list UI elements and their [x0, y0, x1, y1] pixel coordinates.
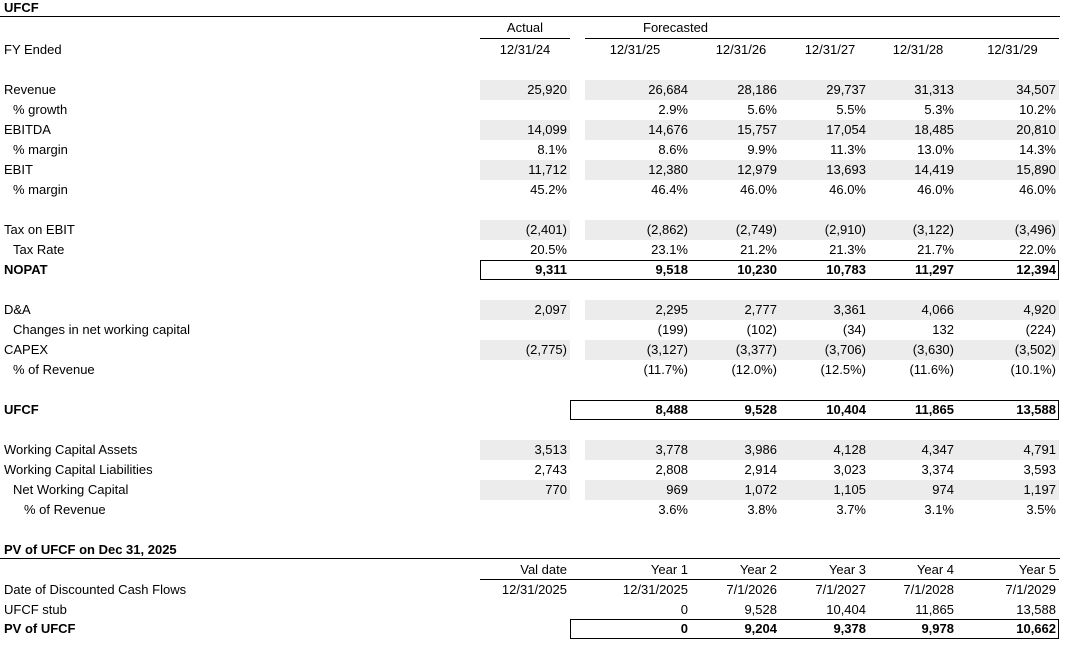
value-cell: 31,313 — [914, 82, 954, 97]
value-cell: (2,749) — [735, 222, 777, 237]
value-cell: 770 — [545, 482, 567, 497]
row-label: Date of Discounted Cash Flows — [4, 582, 187, 597]
year-header: 12/31/27 — [804, 42, 856, 57]
value-cell: (34) — [842, 322, 866, 337]
value-cell: 2,097 — [534, 302, 567, 317]
fy-label: FY Ended — [4, 42, 62, 57]
row-label: CAPEX — [4, 342, 49, 357]
value-cell: 9.9% — [747, 142, 777, 157]
value-cell: 11,712 — [528, 162, 567, 177]
pv-header: Year 5 — [1018, 562, 1056, 577]
value-cell — [480, 619, 570, 639]
row-label: Working Capital Liabilities — [4, 462, 153, 477]
value-cell: 5.5% — [836, 102, 866, 117]
row-label: D&A — [4, 302, 31, 317]
value-cell — [480, 100, 570, 120]
value-cell: 8,488 — [655, 402, 688, 417]
value-cell: 12/31/2025 — [622, 582, 688, 597]
value-cell: 0 — [680, 602, 688, 617]
year-header: 12/31/24 — [499, 42, 551, 57]
value-cell: 8.1% — [537, 142, 567, 157]
value-cell: (224) — [1025, 322, 1056, 337]
pv-dates-row — [0, 580, 1074, 600]
value-cell: 9,518 — [655, 262, 688, 277]
value-cell: 13,588 — [1016, 602, 1056, 617]
row-revenue — [0, 80, 1074, 100]
row-wc-assets — [0, 440, 1074, 460]
year-header: 12/31/25 — [609, 42, 661, 57]
value-cell: 974 — [932, 482, 954, 497]
value-cell: 11,865 — [915, 602, 954, 617]
value-cell: 9,528 — [744, 602, 777, 617]
value-cell: 15,890 — [1016, 162, 1056, 177]
value-cell: 21.2% — [740, 242, 777, 257]
value-cell: 969 — [666, 482, 688, 497]
row-label: % of Revenue — [24, 502, 106, 517]
value-cell: 11,865 — [914, 402, 954, 417]
pv-header: Year 2 — [739, 562, 777, 577]
row-label: Changes in net working capital — [13, 322, 191, 337]
fy-row — [0, 40, 1074, 60]
value-cell: 132 — [932, 322, 954, 337]
value-cell: 3.1% — [924, 502, 954, 517]
value-cell: 29,737 — [826, 82, 866, 97]
value-cell: (12.0%) — [731, 362, 777, 377]
value-cell — [480, 400, 570, 420]
value-cell: 1,105 — [833, 482, 866, 497]
value-cell: 18,485 — [914, 122, 954, 137]
forecast-header — [585, 18, 1059, 38]
value-cell: 10,404 — [826, 402, 866, 417]
value-cell: 11.3% — [830, 142, 866, 157]
pv-header: Year 3 — [828, 562, 866, 577]
value-cell: 9,528 — [744, 402, 777, 417]
value-cell: 10,662 — [1016, 621, 1056, 636]
value-cell: 3,986 — [744, 442, 777, 457]
row-label: NOPAT — [4, 262, 48, 277]
value-cell: 20,810 — [1016, 122, 1056, 137]
row-label: EBITDA — [4, 122, 51, 137]
value-cell: 21.7% — [917, 242, 954, 257]
value-cell: 2,777 — [744, 302, 777, 317]
value-cell: 3,361 — [833, 302, 866, 317]
value-cell: 5.3% — [924, 102, 954, 117]
value-cell: 3.6% — [658, 502, 688, 517]
year-header: 12/31/28 — [892, 42, 944, 57]
value-cell: 1,072 — [744, 482, 777, 497]
row-label: Tax Rate — [13, 242, 65, 257]
value-cell: (2,775) — [525, 342, 567, 357]
value-cell: 3,778 — [655, 442, 688, 457]
value-cell: 7/1/2028 — [903, 582, 954, 597]
pv-total-row — [0, 619, 1074, 639]
value-cell: 4,920 — [1023, 302, 1056, 317]
value-cell — [480, 500, 570, 520]
row-label: Revenue — [4, 82, 57, 97]
value-cell: 4,347 — [921, 442, 954, 457]
value-cell: 3,374 — [921, 462, 954, 477]
value-cell: (2,862) — [646, 222, 688, 237]
value-cell: 11,297 — [914, 262, 954, 277]
value-cell: (12.5%) — [820, 362, 866, 377]
value-cell: 17,054 — [826, 122, 866, 137]
sheet-title: UFCF — [0, 0, 1060, 17]
row-tax-rate — [0, 240, 1074, 260]
value-cell: (11.6%) — [909, 362, 954, 377]
row-label: % of Revenue — [13, 362, 95, 377]
value-cell: 26,684 — [648, 82, 688, 97]
value-cell: (3,496) — [1014, 222, 1056, 237]
row-capex — [0, 340, 1074, 360]
row-label: Working Capital Assets — [4, 442, 138, 457]
value-cell: 10,230 — [737, 262, 777, 277]
row-capex-pct — [0, 360, 1074, 380]
value-cell: 3.7% — [836, 502, 866, 517]
row-nwc-pct — [0, 500, 1074, 520]
row-ebit-margin — [0, 180, 1074, 200]
value-cell: 14,676 — [648, 122, 688, 137]
value-cell: 14,419 — [914, 162, 954, 177]
pv-section-title: PV of UFCF on Dec 31, 2025 — [0, 542, 1060, 559]
year-header: 12/31/26 — [715, 42, 767, 57]
value-cell: 5.6% — [747, 102, 777, 117]
value-cell: 3,513 — [534, 442, 567, 457]
value-cell: 25,920 — [527, 82, 567, 97]
pv-header: Year 4 — [916, 562, 954, 577]
forecast-underline — [585, 38, 1059, 39]
row-wc-liabilities — [0, 460, 1074, 480]
value-cell: 3,593 — [1023, 462, 1056, 477]
value-cell: (3,122) — [912, 222, 954, 237]
value-cell: 9,204 — [744, 621, 777, 636]
value-cell: (102) — [746, 322, 777, 337]
value-cell: (3,502) — [1014, 342, 1056, 357]
value-cell: 46.0% — [917, 182, 954, 197]
value-cell: 2,808 — [655, 462, 688, 477]
value-cell: 46.0% — [829, 182, 866, 197]
value-cell: 14.3% — [1019, 142, 1056, 157]
row-ebitda — [0, 120, 1074, 140]
row-growth — [0, 100, 1074, 120]
row-label: EBIT — [4, 162, 33, 177]
value-cell: 12,380 — [648, 162, 688, 177]
value-cell: (10.1%) — [1010, 362, 1056, 377]
value-cell: (3,377) — [735, 342, 777, 357]
row-nwc-change — [0, 320, 1074, 340]
value-cell: (2,401) — [525, 222, 567, 237]
value-cell: 1,197 — [1023, 482, 1056, 497]
value-cell — [480, 360, 570, 380]
value-cell: 2.9% — [658, 102, 688, 117]
row-ebitda-margin — [0, 140, 1074, 160]
row-ebit — [0, 160, 1074, 180]
value-cell: (2,910) — [824, 222, 866, 237]
value-cell: 12,979 — [737, 162, 777, 177]
value-cell: (11.7%) — [643, 362, 688, 377]
value-cell: 12/31/2025 — [501, 582, 567, 597]
value-cell: 8.6% — [658, 142, 688, 157]
value-cell: 7/1/2029 — [1005, 582, 1056, 597]
value-cell: 3,023 — [833, 462, 866, 477]
year-header: 12/31/29 — [987, 42, 1038, 57]
value-cell — [480, 320, 570, 340]
value-cell: 10,404 — [826, 602, 866, 617]
actual-underline — [480, 38, 570, 39]
row-label: UFCF stub — [4, 602, 67, 617]
value-cell: 45.2% — [530, 182, 567, 197]
value-cell — [480, 600, 570, 620]
row-nwc — [0, 480, 1074, 500]
value-cell: 12,394 — [1016, 262, 1056, 277]
row-label: UFCF — [4, 402, 39, 417]
row-nopat — [0, 260, 1074, 280]
value-cell: 15,757 — [737, 122, 777, 137]
pv-header: Year 1 — [650, 562, 688, 577]
value-cell: (3,630) — [912, 342, 954, 357]
row-label: % margin — [13, 142, 68, 157]
value-cell: 10.2% — [1019, 102, 1056, 117]
value-cell: 3.8% — [747, 502, 777, 517]
value-cell: 22.0% — [1019, 242, 1056, 257]
value-cell: 3.5% — [1026, 502, 1056, 517]
value-cell: 9,978 — [921, 621, 954, 636]
row-label: % margin — [13, 182, 68, 197]
value-cell: 28,186 — [737, 82, 777, 97]
value-cell: 46.0% — [740, 182, 777, 197]
pv-header-row — [0, 560, 1074, 580]
pv-stub-row — [0, 600, 1074, 620]
value-cell: (3,127) — [646, 342, 688, 357]
row-da — [0, 300, 1074, 320]
value-cell: 7/1/2026 — [726, 582, 777, 597]
forecast-label: Forecasted — [643, 20, 709, 35]
value-cell: 4,066 — [921, 302, 954, 317]
value-cell: 21.3% — [829, 242, 866, 257]
value-cell: 9,378 — [833, 621, 866, 636]
value-cell: 2,295 — [655, 302, 688, 317]
value-cell: (3,706) — [824, 342, 866, 357]
pv-header: Val date — [520, 562, 567, 577]
row-tax-on-ebit — [0, 220, 1074, 240]
value-cell: 10,783 — [826, 262, 866, 277]
value-cell: 13,693 — [826, 162, 866, 177]
row-ufcf — [0, 400, 1074, 420]
actual-label: Actual — [506, 20, 544, 35]
value-cell: 14,099 — [527, 122, 567, 137]
value-cell: 0 — [680, 621, 688, 636]
row-label: Net Working Capital — [13, 482, 129, 497]
value-cell: 2,914 — [744, 462, 777, 477]
value-cell: 46.4% — [651, 182, 688, 197]
value-cell: 2,743 — [534, 462, 567, 477]
value-cell: 13.0% — [917, 142, 954, 157]
value-cell: 4,791 — [1023, 442, 1056, 457]
row-label: % growth — [13, 102, 68, 117]
value-cell: 46.0% — [1019, 182, 1056, 197]
value-cell: 13,588 — [1016, 402, 1056, 417]
value-cell: 20.5% — [530, 242, 567, 257]
value-cell: 23.1% — [651, 242, 688, 257]
value-cell: 9,311 — [535, 262, 567, 277]
row-label: Tax on EBIT — [4, 222, 75, 237]
value-cell: (199) — [657, 322, 688, 337]
value-cell: 7/1/2027 — [815, 582, 866, 597]
value-cell: 4,128 — [833, 442, 866, 457]
value-cell: 34,507 — [1016, 82, 1056, 97]
row-label: PV of UFCF — [4, 621, 76, 636]
